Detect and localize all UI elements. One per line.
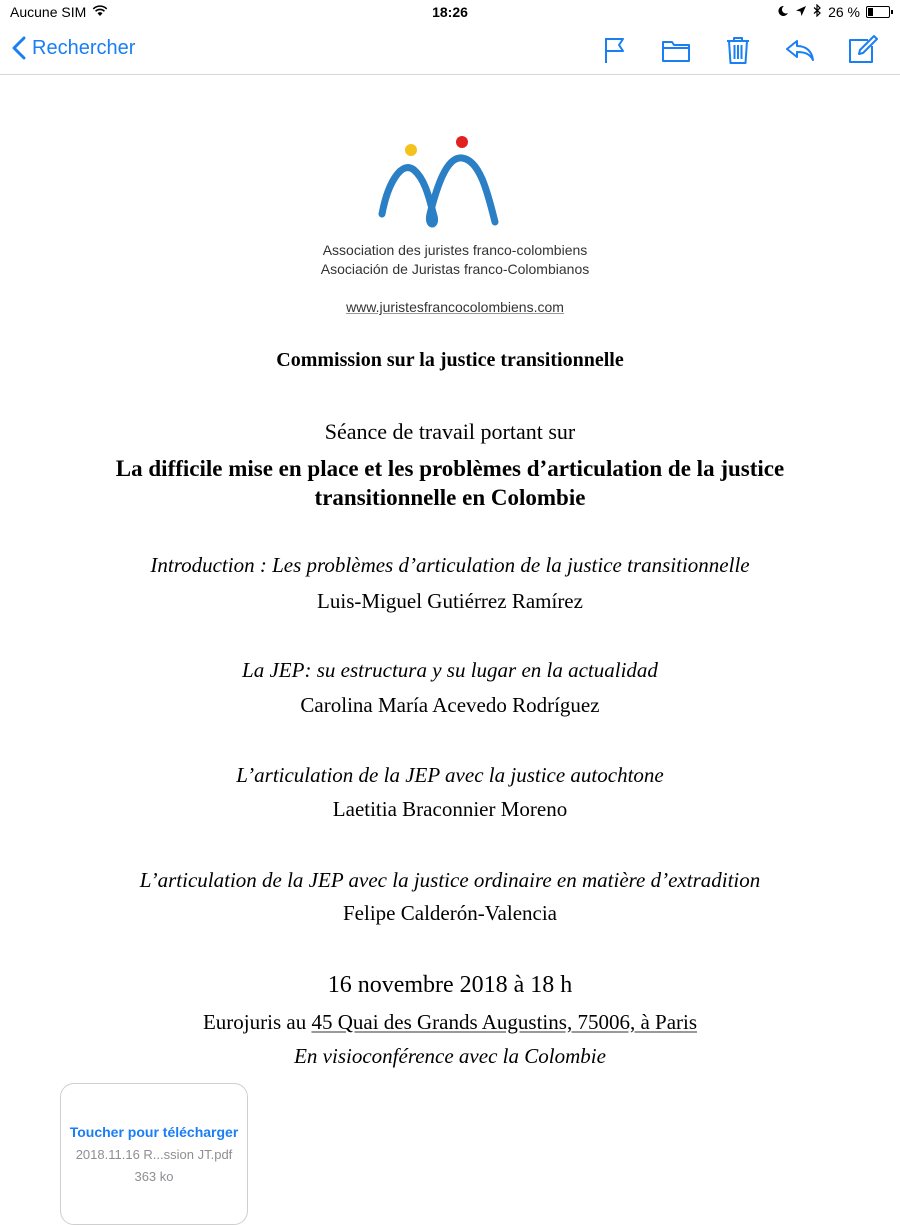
event-venue [0, 1010, 900, 1035]
talk-topic: L’articulation de la JEP avec la justice autochtone [236, 763, 664, 787]
event-remote-note: En visioconférence avec la Colombie [294, 1044, 606, 1068]
battery-icon [866, 6, 890, 18]
status-bar [0, 0, 900, 26]
status-right [777, 4, 890, 20]
bluetooth-icon [813, 4, 822, 20]
battery-percent: 26 % [828, 4, 860, 20]
venue-prefix: Eurojuris au [202, 1010, 307, 1034]
association-logo [290, 132, 620, 322]
venue-address-link[interactable]: 45 Quai des Grands Augustins, 75006, à Paris [311, 1010, 698, 1034]
download-prompt[interactable]: Toucher pour télécharger [69, 1124, 239, 1140]
session-title-line2: transitionnelle en Colombie [314, 485, 586, 510]
talk-topic: L’articulation de la JEP avec la justice ordinaire en matière d’extradition [139, 868, 761, 892]
talk-speaker: Carolina María Acevedo Rodríguez [300, 693, 600, 717]
clock: 18:26 [432, 4, 468, 20]
logo-name-fr: Association des juristes franco-colombiens [322, 242, 588, 258]
talk-speaker: Felipe Calderón-Valencia [343, 901, 557, 925]
chevron-left-icon [12, 36, 26, 60]
toolbar-actions [598, 34, 878, 66]
back-button-label: Rechercher [32, 36, 136, 59]
trash-icon[interactable] [722, 34, 754, 66]
talk-topic: Introduction : Les problèmes d’articulation de la justice transitionnelle [150, 553, 750, 577]
attachment-size: 363 ko [134, 1169, 174, 1184]
talk-topic: La JEP: su estructura y su lugar en la actualidad [242, 658, 658, 682]
logo-name-es: Asociación de Juristas franco-Colombianos [320, 261, 590, 277]
logo-website[interactable]: www.juristesfrancocolombiens.com [346, 299, 564, 315]
moon-icon [777, 4, 789, 20]
commission-title: Commission sur la justice transitionnelle [276, 349, 624, 371]
talk-speaker: Luis-Miguel Gutiérrez Ramírez [317, 589, 583, 613]
folder-icon[interactable] [660, 34, 692, 66]
back-button[interactable] [12, 36, 135, 60]
pdf-attachment[interactable] [60, 1083, 248, 1225]
talk-speaker: Laetitia Braconnier Moreno [332, 797, 568, 821]
logo-mark [290, 132, 620, 237]
location-arrow-icon [795, 4, 807, 20]
attachment-filename: 2018.11.16 R...ssion JT.pdf [75, 1147, 233, 1162]
event-date: 16 novembre 2018 à 18 h [327, 972, 573, 998]
compose-icon[interactable] [846, 34, 878, 66]
session-title-line1: La difficile mise en place et les problèmes d’articulation de la justice [115, 456, 785, 481]
reply-icon[interactable] [784, 34, 816, 66]
carrier-label: Aucune SIM [10, 4, 87, 20]
session-intro: Séance de travail portant sur [324, 419, 576, 444]
mail-toolbar [0, 26, 900, 75]
email-body [0, 75, 900, 1200]
flag-icon[interactable] [598, 34, 630, 66]
battery-fill [868, 8, 873, 16]
